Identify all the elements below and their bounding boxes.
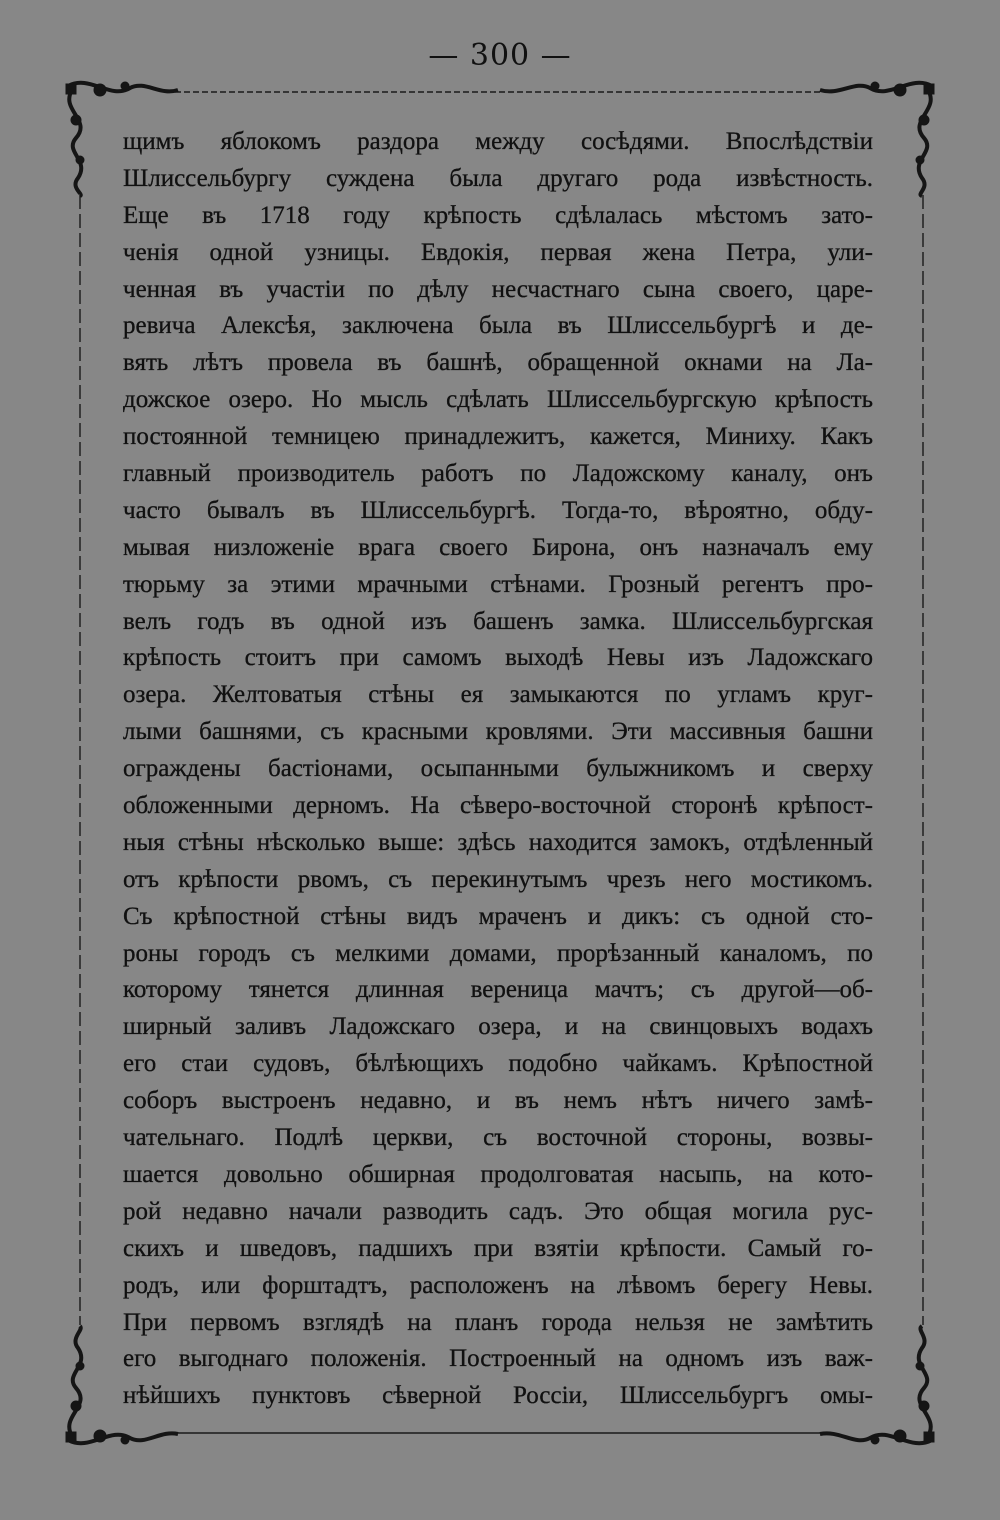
text-line: часто бывалъ въ Шлиссельбургѣ. Тогда-то, вѣроятно, обду-	[123, 496, 873, 524]
body-text	[123, 124, 873, 1415]
text-line: тюрьму за этими мрачными стѣнами. Грозный регентъ про-	[123, 570, 873, 598]
text-line: крѣпость стоитъ при самомъ выходѣ Невы изъ Ладожскаго	[123, 644, 873, 672]
text-line: которому тянется длинная вереница мачтъ; съ другой—об-	[123, 976, 873, 1004]
text-line: чательнаго. Подлѣ церкви, съ восточной стороны, возвы-	[123, 1124, 873, 1152]
text-line: Еще въ 1718 году крѣпость сдѣлалась мѣстомъ зато-	[123, 201, 873, 229]
text-line: скихъ и шведовъ, падшихъ при взятіи крѣпости. Самый го-	[123, 1234, 873, 1262]
text-line: ревича Алексѣя, заключена была въ Шлиссельбургѣ и де-	[123, 312, 873, 340]
text-line: щимъ яблокомъ раздора между сосѣдями. Впослѣдствіи	[123, 128, 873, 155]
text-line: отъ крѣпости рвомъ, съ перекинутымъ чрезъ него мостикомъ.	[123, 865, 873, 893]
page-number: — 300 —	[428, 38, 572, 73]
text-line: родъ, или форштадтъ, расположенъ на лѣвомъ берегу Невы.	[123, 1271, 873, 1299]
text-line: его стаи судовъ, бѣлѣющихъ подобно чайкамъ. Крѣпостной	[123, 1050, 873, 1078]
text-line: велъ годъ въ одной изъ башенъ замка. Шлиссельбургская	[123, 607, 873, 635]
text-line: Съ крѣпостной стѣны видъ мраченъ и дикъ: съ одной сто-	[123, 902, 873, 930]
text-line: обложенными дерномъ. На сѣверо-восточной сторонѣ крѣпост-	[123, 792, 873, 820]
text-line: главный производитель работъ по Ладожскому каналу, онъ	[123, 460, 873, 488]
text-line: нѣйшихъ пунктовъ сѣверной Россіи, Шлиссельбургъ омы-	[123, 1382, 873, 1410]
text-line: ныя стѣны нѣсколько выше: здѣсь находится замокъ, отдѣленный	[123, 828, 873, 856]
text-line: роны городъ съ мелкими домами, прорѣзанный каналомъ, по	[123, 939, 873, 967]
text-line: ширный заливъ Ладожскаго озера, и на свинцовыхъ водахъ	[123, 1013, 873, 1041]
text-line: При первомъ взглядѣ на планъ города нельзя не замѣтить	[123, 1308, 873, 1336]
text-line: озера. Желтоватыя стѣны ея замыкаются по угламъ круг-	[123, 681, 873, 709]
text-line: соборъ выстроенъ недавно, и въ немъ нѣтъ ничего замѣ-	[123, 1087, 873, 1115]
text-line: рой недавно начали разводить садъ. Это общая могила рус-	[123, 1197, 873, 1225]
text-line: лыми башнями, съ красными кровлями. Эти массивныя башни	[123, 718, 873, 746]
text-line: его выгоднаго положенія. Построенный на одномъ изъ важ-	[123, 1345, 873, 1373]
text-line: ченная въ участіи по дѣлу несчастнаго сына своего, царе-	[123, 275, 873, 303]
text-line: ченія одной узницы. Евдокія, первая жена Петра, ули-	[123, 238, 873, 266]
text-line: ограждены бастіонами, осыпанными булыжникомъ и сверху	[123, 755, 873, 783]
text-line: вять лѣтъ провела въ башнѣ, обращенной окнами на Ла-	[123, 349, 873, 377]
text-line: дожское озеро. Но мысль сдѣлать Шлиссельбургскую крѣпость	[123, 386, 873, 414]
text-line: постоянной темницею принадлежитъ, кажется, Миниху. Какъ	[123, 423, 873, 451]
text-line: мывая низложеніе врага своего Бирона, онъ назначалъ ему	[123, 533, 873, 561]
text-line: шается довольно обширная продолговатая насыпь, на кото-	[123, 1160, 873, 1188]
text-line: Шлиссельбургу суждена была другаго рода извѣстность.	[123, 164, 873, 192]
